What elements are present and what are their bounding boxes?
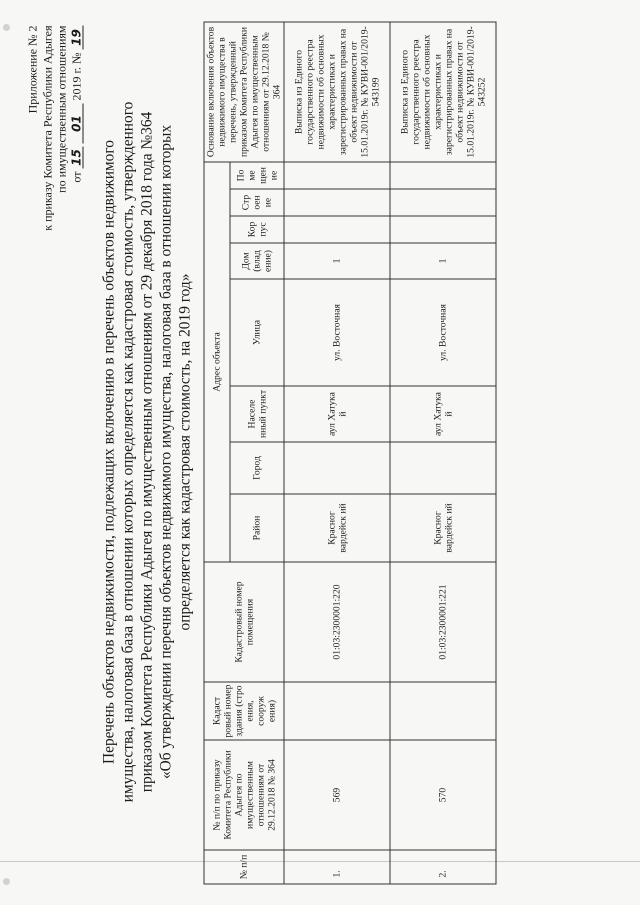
cell-district: Красног вардейск ий	[284, 494, 390, 562]
cell-settlement: аул Хатука й	[390, 386, 496, 442]
header-house: Дом (влад ение)	[230, 243, 284, 279]
cell-num: 1.	[284, 850, 390, 884]
appendix-number: Приложение № 2	[25, 25, 40, 114]
header-stroenie: Стр оен ие	[230, 189, 284, 216]
rotated-document-page	[16, 10, 626, 895]
binder-hole-bottom	[3, 878, 10, 885]
cell-district: Красног вардейск ий	[390, 494, 496, 562]
header-building-cadastral: Кадаст ровый номер здания (стро ения, сооруж ения)	[204, 682, 284, 740]
title-line-4: «Об утверждении перечня объектов недвижимого имущества, налоговая база в отношении которых	[157, 124, 175, 780]
order-month: 01	[70, 104, 83, 144]
order-day: 15	[70, 147, 83, 169]
cell-pomeshchenie	[284, 162, 390, 189]
cell-street: ул. Восточная	[390, 279, 496, 386]
document-title	[100, 70, 195, 835]
cell-num: 2.	[390, 850, 496, 884]
header-city: Город	[230, 442, 284, 494]
title-line-5: определяется как кадастровая стоимость, на 2019 год»	[176, 273, 194, 631]
header-address: Адрес объекта	[204, 162, 230, 562]
table-row	[390, 22, 496, 884]
header-premises-cadastral: Кадастровый номер помещения	[204, 562, 284, 682]
header-street: Улица	[230, 279, 284, 386]
header-pomeshchenie: По ме щен ие	[230, 162, 284, 189]
appendix-committee: по имущественным отношениям	[54, 25, 69, 193]
cell-building-cadastral	[284, 682, 390, 740]
title-line-2: имущества, налоговая база в отношении которых определяется как кадастровая стоимость, утвержденного	[119, 101, 137, 803]
cell-korpus	[284, 216, 390, 243]
binder-hole-top	[3, 24, 10, 31]
property-table	[204, 21, 497, 884]
title-line-3: приказом Комитета Республики Адыгея по имущественным отношениям от 29 декабря 2018 года №364	[138, 111, 156, 793]
cell-city	[284, 442, 390, 494]
header-order-num: № п/п по приказу Комитета Республики Адыгея по имущественным отношениям от 29.12.2018 № 364	[204, 740, 284, 850]
cell-basis: Выписка из Единого государственного реестра недвижимости об основных характеристиках и зарегистрированных правах на объект недвижимости от 15.01.2019г. № КУВИ-001/2019-543252	[390, 22, 496, 162]
cell-pomeshchenie	[390, 162, 496, 189]
date-prefix: от	[69, 171, 83, 183]
cell-order-num: 569	[284, 740, 390, 850]
cell-street: ул. Восточная	[284, 279, 390, 386]
table-row	[284, 22, 390, 884]
appendix-date-line	[69, 26, 84, 231]
cell-house: 1	[284, 243, 390, 279]
cell-building-cadastral	[390, 682, 496, 740]
cell-stroenie	[390, 189, 496, 216]
cell-korpus	[390, 216, 496, 243]
cell-settlement: аул Хатука й	[284, 386, 390, 442]
cell-house: 1	[390, 243, 496, 279]
appendix-order-ref: к приказу Комитета Республики Адыгея	[40, 25, 54, 231]
cell-premises-cadastral: 01:03:2300001:220	[284, 562, 390, 682]
cell-city	[390, 442, 496, 494]
header-district: Район	[230, 494, 284, 562]
appendix-header	[26, 26, 84, 231]
cell-premises-cadastral: 01:03:2300001:221	[390, 562, 496, 682]
cell-order-num: 570	[390, 740, 496, 850]
header-num: № п/п	[204, 850, 284, 884]
header-settlement: Населе нный пункт	[230, 386, 284, 442]
header-korpus: Кор пус	[230, 216, 284, 243]
cell-basis: Выписка из Единого государственного реестра недвижимости об основных характеристиках и зарегистрированных правах на объект недвижимости от 15.01.2019г. № КУВИ-001/2019-543199	[284, 22, 390, 162]
order-year-text: 2019 г. №	[69, 52, 83, 101]
cell-stroenie	[284, 189, 390, 216]
order-number: 19	[70, 26, 83, 50]
title-line-1: Перечень объектов недвижимости, подлежащих включению в перечень объектов недвижимого	[100, 140, 118, 764]
header-basis: Основание включения объектов недвижимого имущества в перечень, утвержденный приказом Комитета Республики Адыгея по имущественным отношениям от 29.12.2018 № 364	[204, 22, 284, 162]
